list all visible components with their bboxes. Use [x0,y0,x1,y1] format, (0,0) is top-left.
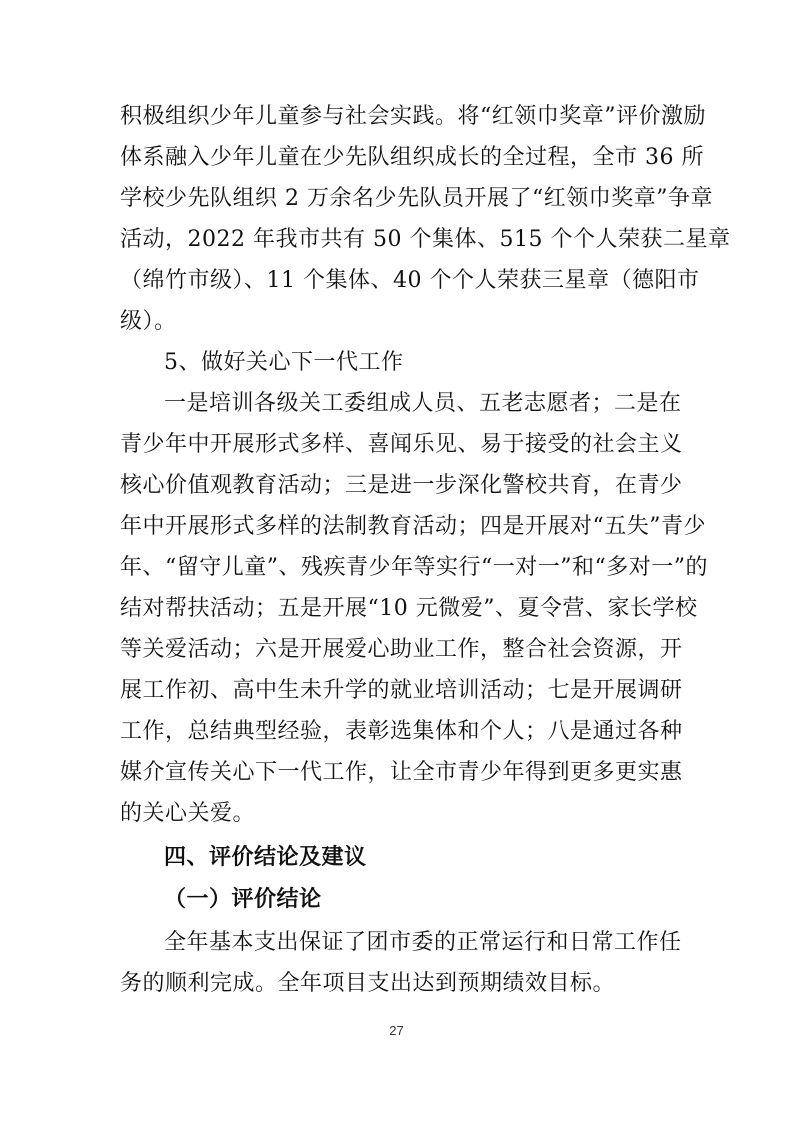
page-number: 27 [389,1023,404,1038]
body-line: 的关心关爱。 [120,801,256,826]
section-subheading: （一）评价结论 [164,887,322,912]
body-line: 一是培训各级关工委组成人员、五老志愿者；二是在 [164,391,682,416]
body-line: 媒介宣传关心下一代工作，让全市青少年得到更多更实惠 [120,760,683,785]
section-subheading: 5、做好关心下一代工作 [164,350,404,375]
body-line: 年、“留守儿童”、残疾青少年等实行“一对一”和“多对一”的 [120,555,708,580]
body-line: 工作，总结典型经验，表彰选集体和个人；八是通过各种 [120,719,683,744]
body-line: 体系融入少年儿童在少先队组织成长的全过程，全市 36 所 [120,145,704,170]
body-line: 务的顺利完成。全年项目支出达到预期绩效目标。 [120,971,616,996]
body-line: 展工作初、高中生未升学的就业培训活动；七是开展调研 [120,678,683,703]
body-line: 学校少先队组织 2 万余名少先队员开展了“红领巾奖章”争章 [120,186,713,211]
body-line: 级）。 [120,309,177,334]
body-line: 积极组织少年儿童参与社会实践。将“红领巾奖章”评价激励 [120,104,706,129]
body-line: 活动，2022 年我市共有 50 个集体、515 个个人荣获二星章 [120,227,731,252]
section-heading: 四、评价结论及建议 [164,845,367,870]
body-line: 结对帮扶活动；五是开展“10 元微爱”、夏令营、家长学校 [120,596,698,621]
body-line: 等关爱活动；六是开展爱心助业工作，整合社会资源，开 [120,637,683,662]
body-line: 青少年中开展形式多样、喜闻乐见、易于接受的社会主义 [120,432,683,457]
body-line: 核心价值观教育活动；三是进一步深化警校共育，在青少 [120,473,683,498]
body-line: 全年基本支出保证了团市委的正常运行和日常工作任 [164,930,682,955]
body-line: （绵竹市级）、11 个集体、40 个个人荣获三星章（德阳市 [120,268,700,293]
body-line: 年中开展形式多样的法制教育活动；四是开展对“五失”青少 [120,514,706,539]
